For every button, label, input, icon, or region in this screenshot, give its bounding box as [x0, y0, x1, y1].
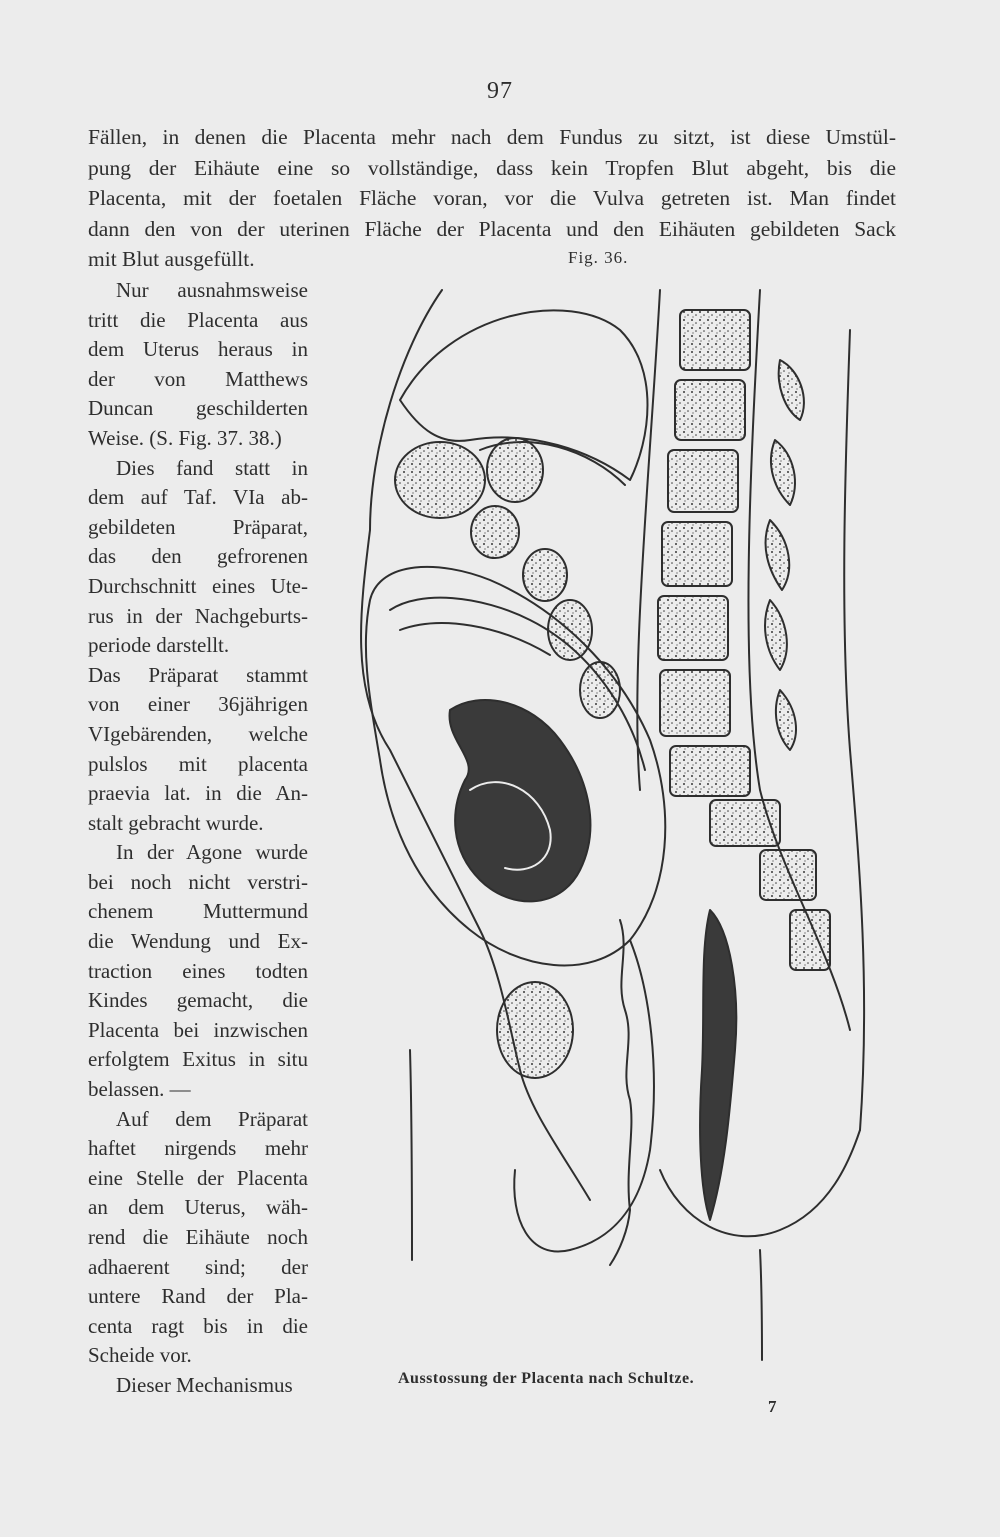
text-line: pung der Eihäute eine so vollständige, dass kein Tropfen Blut abgeht, bis die: [88, 155, 896, 180]
text-line: das den gefrorenen: [88, 544, 308, 569]
text-line: belassen. —: [88, 1077, 191, 1102]
text-line: In der Agone wurde: [116, 840, 308, 865]
intestine-loop: [523, 549, 567, 601]
text-line: Dies fand statt in: [116, 455, 308, 480]
anatomical-figure-illustration: [330, 270, 890, 1370]
figure-caption: Ausstossung der Placenta nach Schultze.: [398, 1370, 695, 1387]
text-line: untere Rand der Pla-: [88, 1284, 308, 1309]
vaginal-canal: [700, 910, 736, 1220]
text-line: haftet nirgends mehr: [88, 1136, 308, 1161]
umbilical-cord: [610, 920, 631, 1265]
top-paragraph: [88, 122, 896, 275]
text-line: rus in der Nachgeburts-: [88, 603, 308, 628]
text-line: Duncan geschilderten: [88, 396, 308, 421]
text-line: die Wendung und Ex-: [88, 929, 308, 954]
text-line: mit Blut ausgefüllt.: [88, 247, 255, 271]
text-line: erfolgtem Exitus in situ: [88, 1047, 308, 1072]
text-line: chenem Muttermund: [88, 899, 308, 924]
text-line: tritt die Placenta aus: [88, 307, 308, 332]
intestine-loop: [471, 506, 519, 558]
page-number: 97: [487, 78, 513, 104]
text-line: centa ragt bis in die: [88, 1313, 308, 1338]
intestine-loop: [395, 442, 485, 518]
intestine-loop: [487, 438, 543, 502]
text-line: adhaerent sind; der: [88, 1254, 308, 1279]
text-line: dann den von der uterinen Fläche der Placenta und den Eihäuten gebildeten Sack: [88, 216, 896, 241]
intestine-loop: [580, 662, 620, 718]
text-line: Durchschnitt eines Ute-: [88, 573, 308, 598]
text-line: bei noch nicht verstri-: [88, 869, 308, 894]
text-line: Weise. (S. Fig. 37. 38.): [88, 425, 282, 450]
spinous-processes: [765, 360, 804, 750]
text-line: periode darstellt.: [88, 633, 230, 658]
body-outline-posterior: [844, 330, 864, 1130]
text-line: Dieser Mechanismus: [116, 1372, 293, 1397]
text-line: Placenta, mit der foetalen Fläche voran, vor die Vulva getreten ist. Man findet: [88, 186, 896, 210]
text-line: Nur ausnahmsweise: [116, 278, 308, 302]
text-line: gebildeten Präparat,: [88, 514, 308, 539]
text-line: an dem Uterus, wäh-: [88, 1195, 308, 1220]
text-line: der von Matthews: [88, 366, 308, 391]
text-line: Scheide vor.: [88, 1343, 192, 1368]
text-line: dem Uterus heraus in: [88, 337, 308, 362]
text-line: Das Präparat stammt: [88, 662, 308, 687]
text-line: Kindes gemacht, die: [88, 988, 308, 1013]
pubic-bone: [497, 982, 573, 1078]
placenta-mass: [450, 700, 591, 901]
text-line: VIgebärenden, welche: [88, 721, 308, 746]
text-line: Placenta bei inzwischen: [88, 1017, 308, 1042]
figure-label: Fig. 36.: [568, 248, 629, 267]
text-line: stalt gebracht wurde.: [88, 810, 264, 835]
text-line: praevia lat. in die An-: [88, 781, 308, 806]
text-line: Fällen, in denen die Placenta mehr nach dem Fundus zu sitzt, ist diese Umstül-: [88, 125, 896, 149]
text-line: rend die Eihäute noch: [88, 1225, 308, 1249]
body-outline-lower-left: [410, 1050, 412, 1260]
text-line: dem auf Taf. VIa ab-: [88, 485, 308, 510]
text-line: eine Stelle der Placenta: [88, 1165, 308, 1190]
text-line: traction eines todten: [88, 958, 308, 983]
signature-mark: 7: [768, 1397, 777, 1416]
text-line: pulslos mit placenta: [88, 751, 308, 776]
text-line: von einer 36jährigen: [88, 692, 308, 717]
text-line: Auf dem Präparat: [116, 1106, 308, 1131]
left-column-text: [88, 276, 308, 1401]
